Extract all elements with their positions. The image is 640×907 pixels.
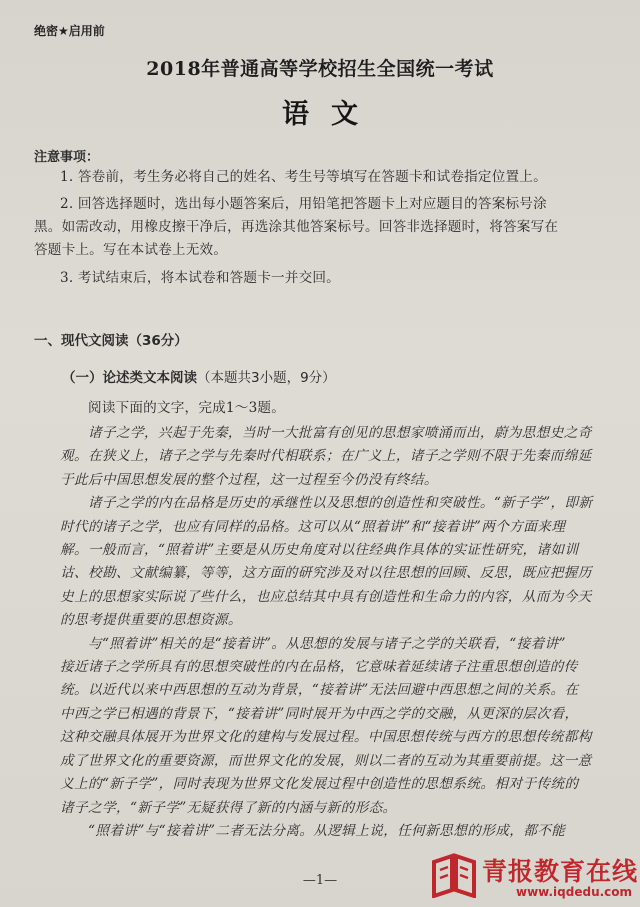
exam-title: 2018年普通高等学校招生全国统一考试 (146, 58, 494, 80)
passage-line: 诂、校勘、文献编纂，等等，这方面的研究涉及对以往思想的回顾、反思，既应把握历 (60, 565, 592, 582)
passage-line: 统。以近代以来中西思想的互动为背景，“接着讲”无法回避中西思想之间的关系。在 (60, 682, 579, 699)
passage-line: 解。一般而言，“照着讲”主要是从历史角度对以往经典作具体的实证性研究，诸如训 (60, 542, 579, 559)
subsection-name: （一）论述类文本阅读 (62, 370, 197, 386)
passage-line: 诸子之学的内在品格是历史的承继性以及思想的创造性和突破性。“新子学”，即新 (88, 495, 593, 512)
brand-watermark (430, 852, 639, 902)
passage-line: 义上的“新子学”，同时表现为世界文化发展过程中创造性的思想系统。相对于传统的 (60, 776, 579, 793)
notice-heading: 注意事项： (34, 150, 100, 165)
subsection-note: （本题共3小题，9分） (197, 370, 336, 386)
passage-line: 史上的思想家实际说了些什么，也应总结其中具有创造性和生命力的内容，从而为今天 (60, 588, 592, 605)
passage-line: 接近诸子之学所具有的思想突破性的内在品格，它意味着延续诸子注重思想创造的传 (60, 659, 578, 676)
page-number: —1— (302, 873, 338, 888)
reading-instruction: 阅读下面的文字，完成1～3题。 (88, 400, 286, 416)
passage-line: “照着讲”与“接着讲”二者无法分离。从逻辑上说，任何新思想的形成，都不能 (88, 822, 566, 839)
subsection-title (62, 366, 336, 386)
passage-line: 与“照着讲”相关的是“接着讲”。从思想的发展与诸子之学的关联看，“接着讲” (88, 635, 566, 652)
passage-line: 中西之学已相遇的背景下，“接着讲”同时展开为中西之学的交融，从更深的层次看， (60, 705, 579, 722)
passage (60, 422, 620, 843)
notice-item-2-line-1: 2. 回答选择题时，选出每小题答案后，用铅笔把答题卡上对应题目的答案标号涂 (60, 196, 547, 212)
book-logo-icon (430, 852, 478, 898)
notice-item-1: 1. 答卷前，考生务必将自己的姓名、考生号等填写在答题卡和试卷指定位置上。 (60, 169, 547, 185)
passage-line: 的思考提供重要的思想资源。 (60, 612, 242, 629)
section-title: 一、现代文阅读（36分） (34, 333, 188, 349)
passage-line: 时代的诸子之学，也应有同样的品格。这可以从“照着讲”和“接着讲”两个方面来理 (60, 518, 566, 535)
subject-title: 语文 (282, 99, 380, 130)
notice-item-2-line-3: 答题卡上。写在本试卷上无效。 (34, 242, 228, 258)
brand-name: 青报教育在线 (482, 857, 639, 886)
secret-mark: 绝密★启用前 (34, 24, 105, 38)
passage-line: 诸子之学，“新子学”无疑获得了新的内涵与新的形态。 (60, 799, 397, 816)
passage-line: 这种交融具体展开为世界文化的建构与发展过程。中国思想传统与西方的思想传统都构 (60, 729, 592, 746)
passage-line: 于此后中国思想发展的整个过程，这一过程至今仍没有终结。 (60, 471, 438, 488)
passage-line: 观。在狭义上，诸子之学与先秦时代相联系；在广义上，诸子之学则不限于先秦而绵延 (60, 448, 592, 465)
passage-line: 成了世界文化的重要资源，而世界文化的发展，则以二者的互动为其重要前提。这一意 (60, 752, 592, 769)
brand-url: www.iqdedu.com (516, 885, 633, 899)
passage-line: 诸子之学，兴起于先秦，当时一大批富有创见的思想家喷涌而出，蔚为思想史之奇 (88, 425, 592, 441)
notice-item-3: 3. 考试结束后，将本试卷和答题卡一并交回。 (60, 270, 340, 286)
notice-item-2-line-2: 黑。如需改动，用橡皮擦干净后，再选涂其他答案标号。回答非选择题时，将答案写在 (34, 219, 559, 235)
